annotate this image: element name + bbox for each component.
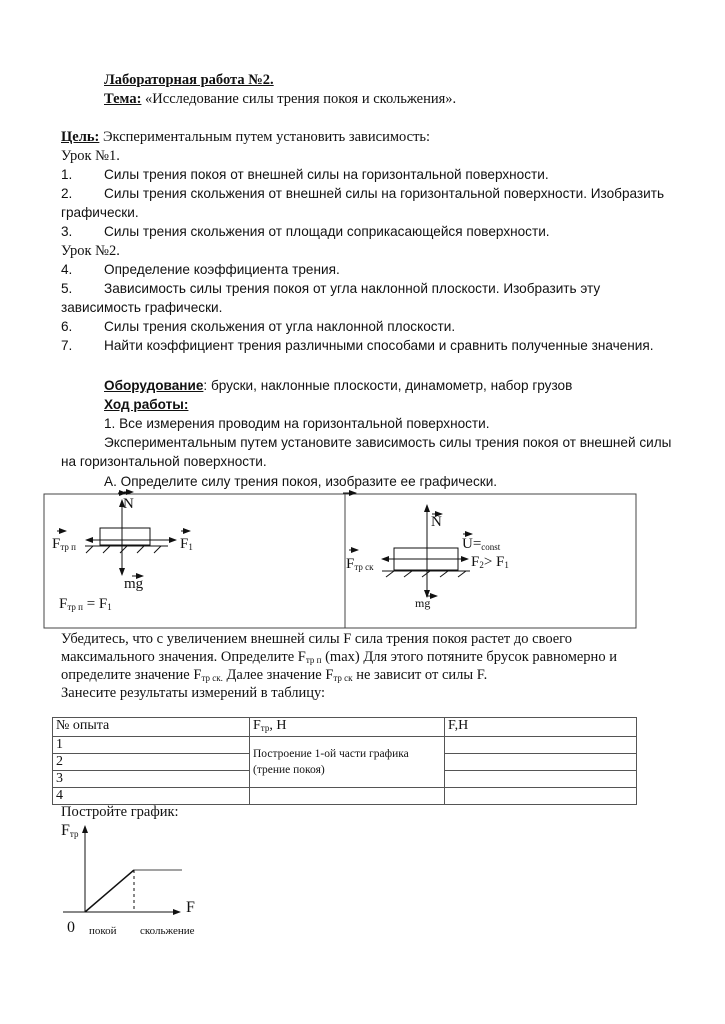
item-num: 1. [61, 167, 73, 182]
goal-text: Экспериментальным путем установить зависимость: [99, 129, 431, 145]
velocity-label: $U=_{const}$ [462, 536, 501, 552]
item-text: Силы трения скольжения от площади соприкасающейся поверхности. [104, 224, 550, 239]
step-text: Экспериментальным путем установите зависимость силы трения покоя от внешней силы [104, 435, 672, 450]
item-num: 7. [61, 338, 73, 353]
para-line: определите значение $F_{тр ск.}$ Далее значение $F_{тр ск}$ не зависит от силы F. [61, 667, 488, 683]
diagram-box [44, 494, 636, 628]
origin-label: 0 [67, 919, 75, 936]
step-1: 1. Все измерения проводим на горизонтальной поверхности. [104, 416, 490, 431]
table-row: 2 [53, 754, 637, 771]
rest-label: покой [89, 925, 117, 937]
para-line: Занесите результаты измерений в таблицу: [61, 685, 326, 701]
step-text-cont: на горизонтальной поверхности. [61, 454, 267, 469]
lesson-1: Урок №1. [61, 148, 120, 164]
title: Лабораторная работа №2. [104, 72, 274, 88]
step-a: А. Определите силу трения покоя, изобразите ее графически. [104, 474, 498, 489]
item-num: 4. [61, 262, 73, 277]
friction-slide-label: $F_{тр ск}$ [346, 556, 374, 572]
para-line: максимального значения. Определите $F_{тр п}$ (max) Для этого потяните брусок равномерно и [61, 649, 617, 665]
gravity-label: mg [415, 596, 431, 610]
item-num: 3. [61, 224, 73, 239]
graph-prompt: Постройте график: [61, 804, 179, 820]
lesson-2: Урок №2. [61, 243, 120, 259]
table-row: 3 [53, 771, 637, 788]
equation: $F_{тр п} = F_1$ [59, 596, 112, 612]
item-text: Силы трения скольжения от внешней силы на горизонтальной поверхности. Изобразить [104, 186, 665, 201]
item-text: Силы трения покоя от внешней силы на горизонтальной поверхности. [104, 167, 549, 182]
item-text-cont: зависимость графически. [61, 300, 223, 315]
gravity-label: mg [124, 576, 144, 592]
topic-label: Тема: [104, 91, 142, 107]
friction-rest-label: $F_{тр п}$ [52, 536, 76, 552]
table-row: 1 Построение 1-ой части графика (трение покоя) [53, 737, 637, 754]
equipment-text: : бруски, наклонные плоскости, динамометр, набор грузов [203, 378, 573, 393]
item-text: Найти коэффициент трения различными способами и сравнить полученные значения. [104, 338, 654, 353]
equipment-label: Оборудование [104, 378, 204, 393]
para-line: Убедитесь, что с увеличением внешней силы F сила трения покоя растет до своего [61, 631, 573, 647]
item-text-cont: графически. [61, 205, 139, 220]
item-num: 5. [61, 281, 73, 296]
x-axis-label: F [186, 899, 195, 916]
item-text: Определение коэффициента трения. [104, 262, 340, 277]
normal-force-label: N [123, 496, 134, 512]
static-friction-line [85, 870, 134, 912]
item-num: 6. [61, 319, 73, 334]
item-num: 2. [61, 186, 73, 201]
topic-text: «Исследование силы трения покоя и скольжения». [141, 91, 457, 107]
normal-force-label: N [431, 514, 442, 530]
item-text: Силы трения скольжения от угла наклонной плоскости. [104, 319, 456, 334]
slide-label: скольжение [140, 925, 195, 937]
y-axis-label: $F_{тр}$ [61, 822, 79, 839]
procedure-label: Ход работы: [104, 397, 189, 412]
item-text: Зависимость силы трения покоя от угла наклонной плоскости. Изобразить эту [104, 281, 601, 296]
force-f2-label: $F_2> F_1$ [471, 554, 509, 570]
results-table [52, 717, 637, 805]
goal-label: Цель: [61, 129, 100, 145]
force-f1-label: $F_1$ [180, 536, 193, 552]
table-row: 4 [53, 788, 637, 805]
table-header: № опыта $F_{тр}$, Н F,H [53, 718, 637, 737]
merged-note: Построение 1-ой части графика (трение покоя) [250, 737, 445, 788]
